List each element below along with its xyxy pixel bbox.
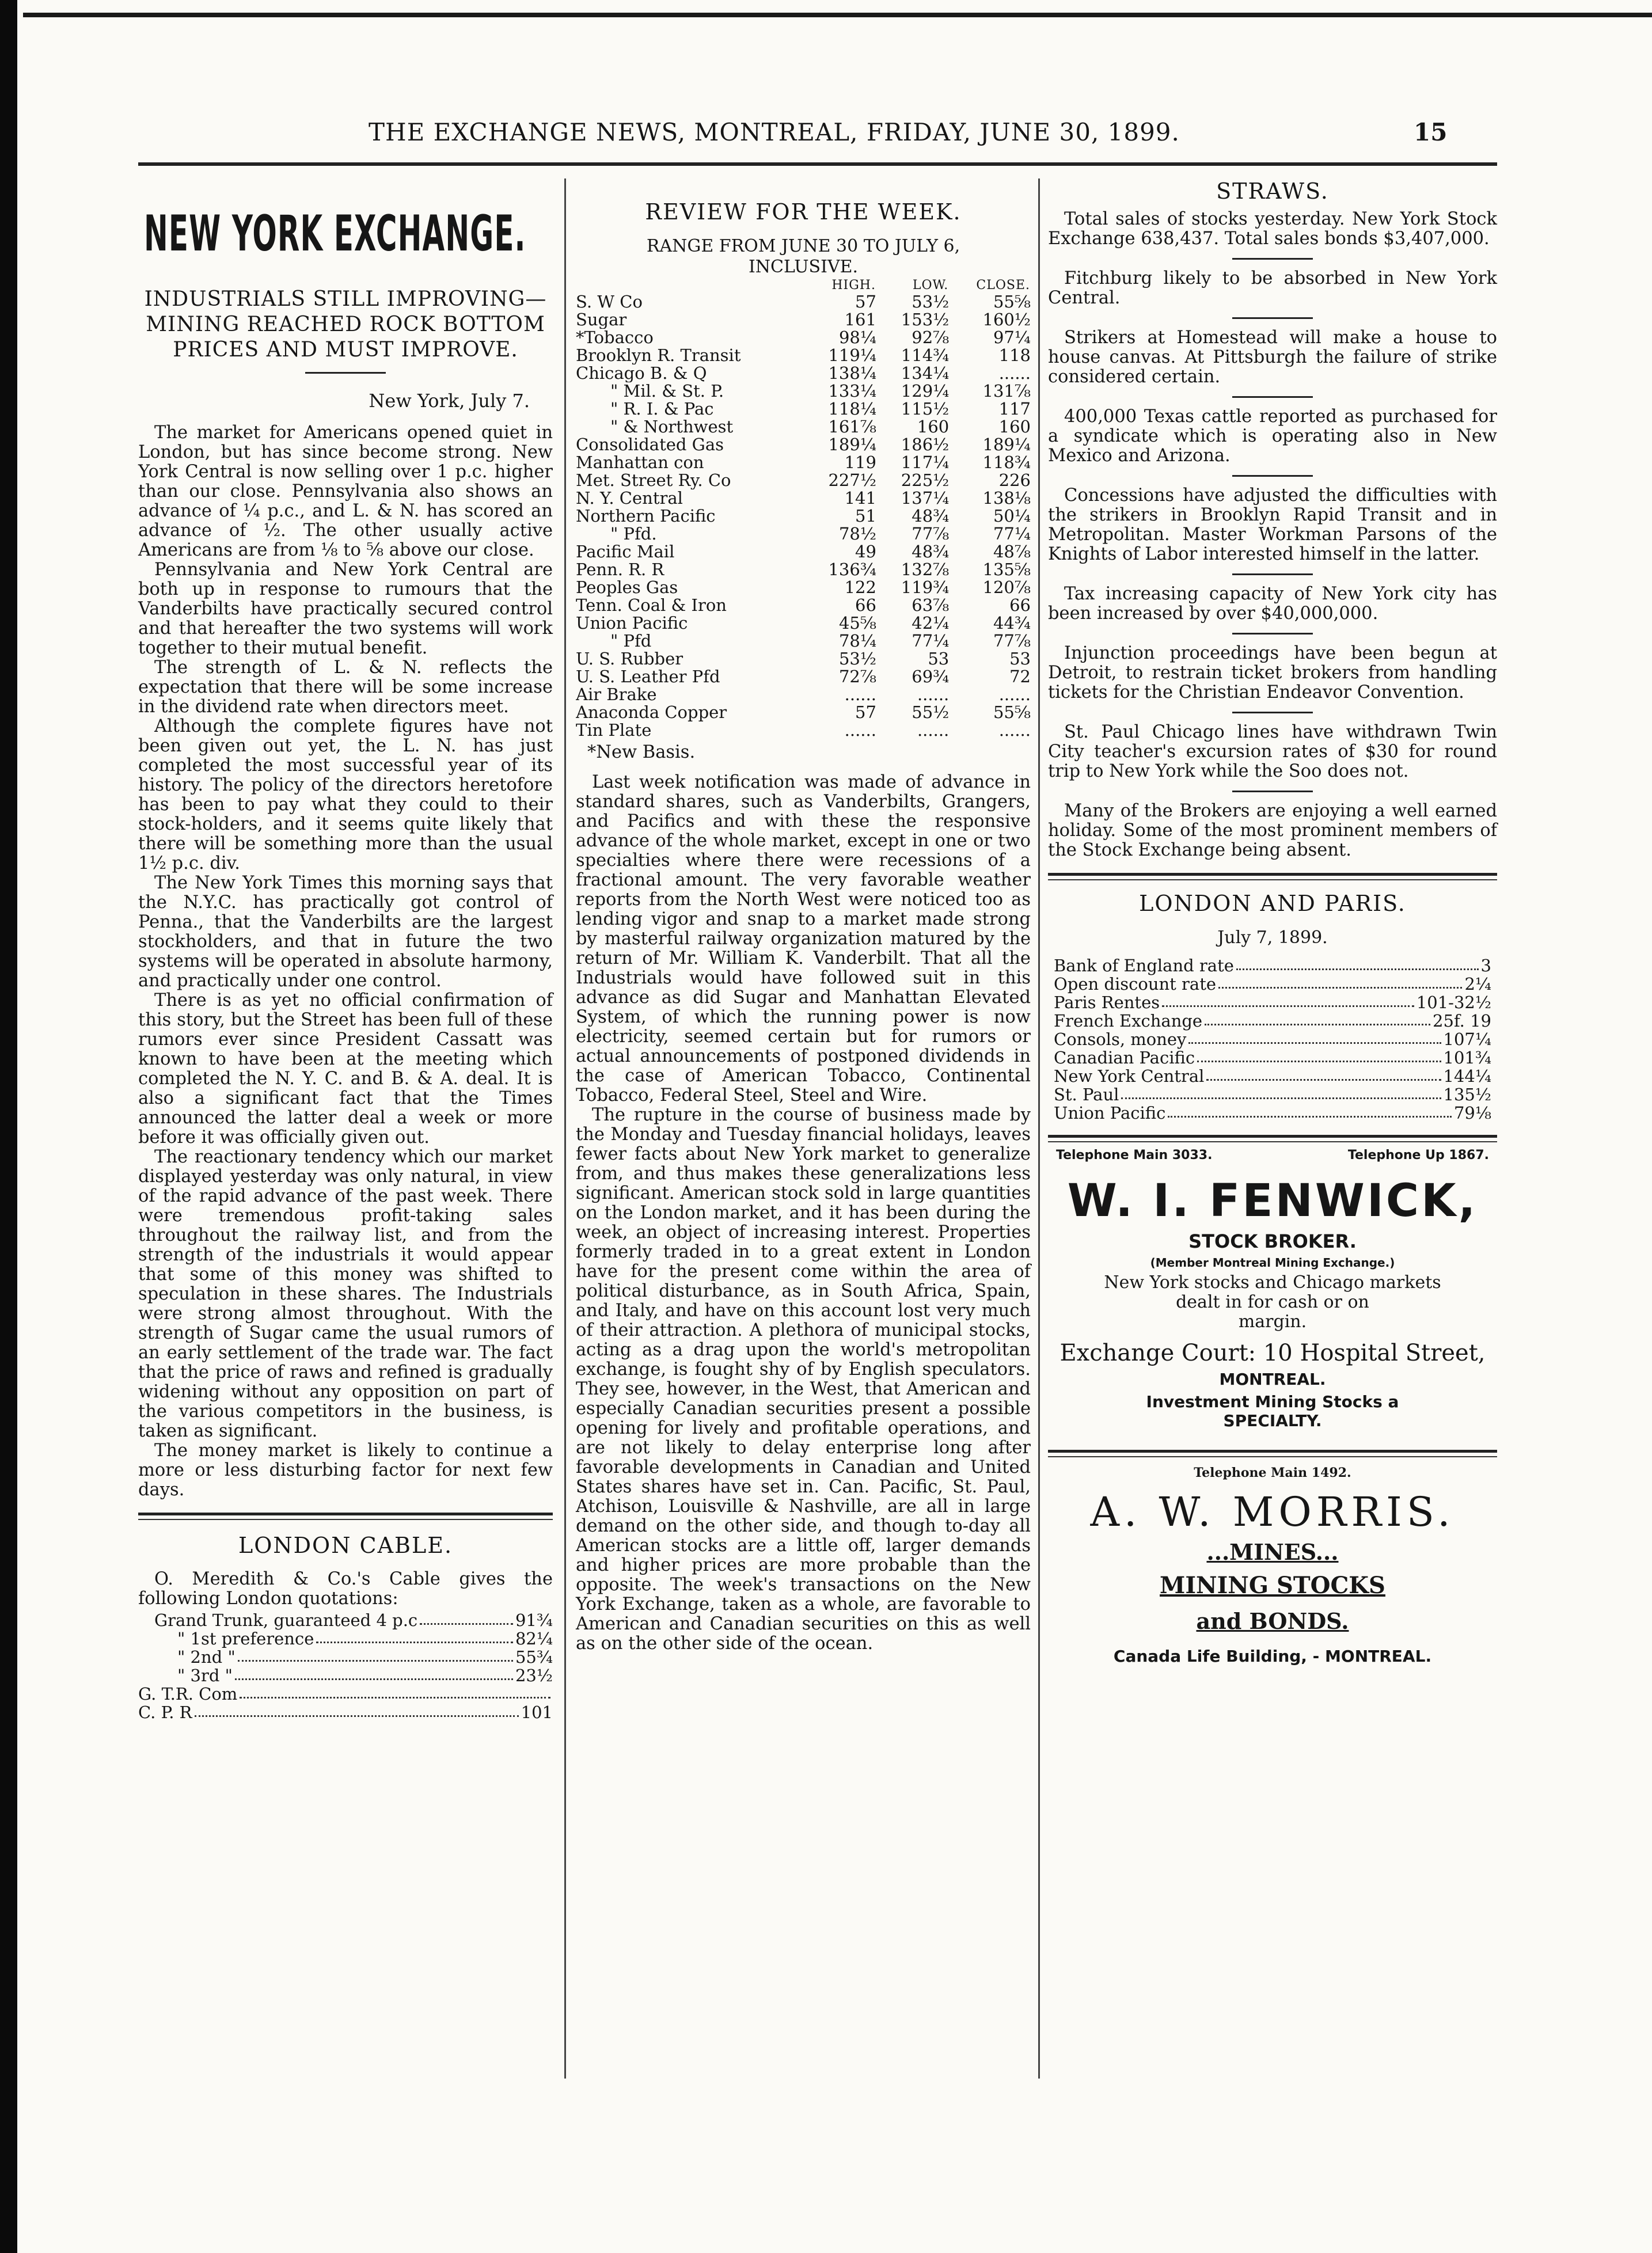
high-value: 119¼ — [828, 345, 876, 365]
running-head: THE EXCHANGE NEWS, MONTREAL, FRIDAY, JUNE 30, 1899. — [369, 118, 1180, 146]
low-value: 137¼ — [901, 488, 950, 508]
stock-row — [576, 721, 1031, 739]
close-value: 53 — [1009, 649, 1031, 668]
straw-item: Concessions have adjusted the difficulties with the strikers in Brooklyn Rapid Transit and in Metropolitan. Master Workman Parsons of the Knights of Labor interested himself in the latter. — [1048, 485, 1497, 564]
top-border-rule — [23, 13, 1652, 17]
close-value: 117 — [998, 399, 1031, 419]
stock-name: N. Y. Central — [576, 489, 683, 507]
telephone-main: Telephone Main 3033. — [1056, 1148, 1213, 1162]
straw-item: Injunction proceedings have been begun at Detroit, to restrain ticket brokers from handling tickets for the Christian Endeavor Convention. — [1048, 643, 1497, 702]
london-paris-row — [1054, 1085, 1491, 1104]
quotation-label: Open discount rate — [1054, 974, 1217, 994]
stock-name: Brooklyn R. Transit — [576, 347, 741, 364]
low-value: 115½ — [901, 399, 950, 419]
low-value: 134¼ — [901, 363, 950, 383]
morris-mines: ...MINES... — [1206, 1539, 1339, 1565]
telephone-up: Telephone Up 1867. — [1347, 1148, 1489, 1162]
stock-row — [576, 507, 1031, 525]
close-value: 66 — [1009, 595, 1031, 615]
low-value: ...... — [917, 720, 950, 740]
high-value: 122 — [844, 578, 876, 597]
stock-row — [576, 632, 1031, 650]
page-binding-edge — [0, 0, 17, 2253]
low-value: 114¾ — [901, 345, 950, 365]
straws-title: STRAWS. — [1216, 178, 1329, 204]
high-value: 66 — [855, 595, 876, 615]
low-value: 129¼ — [901, 381, 950, 401]
london-paris-row — [1054, 1067, 1491, 1085]
section-rule — [305, 372, 386, 374]
stock-name: Tenn. Coal & Iron — [576, 597, 727, 614]
high-value: 78¼ — [838, 631, 876, 651]
quotation-value: 101-32½ — [1416, 993, 1491, 1012]
quotation-row: " 2nd " 55¾ — [177, 1647, 553, 1667]
quotation-label: Paris Rentes — [1054, 993, 1160, 1012]
item-rule — [1232, 396, 1313, 398]
article-paragraph: Pennsylvania and New York Central are both up in response to rumours that the Vanderbilts have practically secured control and that hereafter the two systems will work together to their mutual benefit. — [138, 560, 553, 658]
stock-name: Peoples Gas — [576, 579, 678, 597]
article-paragraph: The rupture in the course of business made by the Monday and Tuesday financial holidays, leaves fewer facts about New York market to generalize from, and thus makes these generalizations less significant. American stock sold in large quantities on the London market, and it has been during the week, an object of increasing interest. Properties formerly traded in to a great extent in London have for the present come within the area of political disturbance, as in South Africa, Spain, and Italy, and have on this account lost very much of their attraction. A plethora of municipal stocks, acting as a drag upon the world's metropolitan exchange, is fought shy of by English speculators. They see, however, in the West, that American and especially Canadian securities present a possible opening for lively and profitable operations, and are not likely to delay enterprise long after favorable developments in Canadian and United States shares have set in. Can. Pacific, St. Paul, Atchison, Louisville & Nashville, are all in large demand on the other side, and though to-day all American stocks are a little off, larger demands and higher prices are more probable than the opposite. The week's transactions on the New York Exchange, taken as a whole, are favorable to American and Canadian securities on this as well as on the other side of the ocean. — [576, 1105, 1031, 1654]
straw-item: St. Paul Chicago lines have withdrawn Twin City teacher's excursion rates of $30 for round trip to New York while the Soo does not. — [1048, 722, 1497, 781]
london-cable-intro: O. Meredith & Co.'s Cable gives the following London quotations: — [138, 1569, 553, 1609]
quotation-row: " 3rd " 23½ — [177, 1666, 553, 1685]
stock-name: *Tobacco — [576, 329, 654, 347]
high-value: ...... — [844, 720, 876, 740]
straw-item: Many of the Brokers are enjoying a well earned holiday. Some of the most prominent members of the Stock Exchange being absent. — [1048, 801, 1497, 860]
stock-row — [576, 454, 1031, 472]
london-paris-quotations — [1048, 956, 1497, 1122]
close-value: 55⅝ — [993, 292, 1031, 311]
low-value: 153½ — [901, 310, 950, 329]
stock-name: S. W Co — [576, 293, 643, 311]
leader-dots — [1121, 1085, 1441, 1099]
close-value: 118¾ — [982, 453, 1031, 472]
high-value: 189¼ — [828, 435, 876, 454]
article-paragraph: The New York Times this morning says that the N.Y.C. has practically got control of Penna., that the Vanderbilts are the largest stockholders, and that in future the two systems will be operated in absolute harmony, and practically under one control. — [138, 873, 553, 991]
article-paragraph: Although the complete figures have not been given out yet, the L. N. has just completed the most successful year of its history. The policy of the directors heretofore has been to pay what they could to their stock-holders, and it seems quite likely that there will be something more than the usual 1½ p.c. div. — [138, 716, 553, 873]
article-paragraph: Last week notification was made of advance in standard shares, such as Vanderbilts, Grangers, and Pacifics and with these the responsive advance of the whole market, except in one or two specialties where there were recessions of a fractional amount. The very favorable weather reports from the North West were noticed too as lending vigor and snap to a market made strong by masterful railway organization matured by the return of Mr. William K. Vanderbilt. That all the Industrials would have followed suit in this advance as did Sugar and Manhattan Elevated System, of which the running power is now electricity, seemed certain but for rumors or actual announcements of postponed dividends in the case of American Tobacco, Continental Tobacco, Federal Steel, Steel and Wire. — [576, 772, 1031, 1105]
article-paragraph: The money market is likely to continue a more or less disturbing factor for next few days. — [138, 1441, 553, 1500]
stock-row — [576, 329, 1031, 347]
section-divider-thin — [1048, 1141, 1497, 1142]
quotation-value: 79⅛ — [1453, 1103, 1491, 1123]
stock-name: Consolidated Gas — [576, 436, 724, 454]
close-value: ...... — [998, 363, 1031, 383]
fenwick-telephones — [1048, 1148, 1497, 1162]
morris-address: Canada Life Building, - MONTREAL. — [1113, 1647, 1432, 1666]
stock-row — [576, 579, 1031, 597]
london-cable-quotations — [138, 1611, 553, 1722]
fenwick-address: Exchange Court: 10 Hospital Street, — [1059, 1340, 1486, 1366]
leader-dots — [1188, 1030, 1441, 1044]
close-value: 189¼ — [982, 435, 1031, 454]
high-value: 227½ — [828, 470, 876, 490]
close-value: 226 — [998, 470, 1031, 490]
fenwick-line-2: dealt in for cash or on — [1176, 1292, 1369, 1312]
stock-row — [576, 382, 1031, 400]
subhead-line-3: PRICES AND MUST IMPROVE. — [173, 338, 518, 362]
page-number: 15 — [1414, 118, 1448, 146]
dateline: New York, July 7. — [369, 390, 530, 412]
high-value: 78½ — [838, 524, 876, 544]
subheadline — [138, 287, 553, 363]
stock-name: Northern Pacific — [576, 507, 716, 525]
column-new-york-exchange — [138, 178, 553, 1722]
close-value: 77¼ — [993, 524, 1031, 544]
item-rule — [1232, 633, 1313, 635]
quotation-label: St. Paul — [1054, 1085, 1119, 1104]
fenwick-line-3: margin. — [1238, 1312, 1307, 1332]
quotation-row: Grand Trunk, guaranteed 4 p.c 91¾ — [154, 1610, 553, 1630]
quotation-value: 135½ — [1443, 1085, 1491, 1104]
london-paris-row — [1054, 975, 1491, 993]
subhead-line-2: MINING REACHED ROCK BOTTOM — [146, 313, 545, 336]
low-value: 132⅞ — [901, 560, 950, 579]
range-line-1: RANGE FROM JUNE 30 TO JULY 6, — [646, 236, 960, 256]
stock-name: " Mil. & St. P. — [610, 382, 724, 400]
column-divider-2 — [1038, 178, 1040, 2079]
review-title: REVIEW FOR THE WEEK. — [645, 199, 962, 225]
high-value: ...... — [844, 685, 876, 704]
straw-item: Fitchburg likely to be absorbed in New York Central. — [1048, 268, 1497, 308]
low-value: 77⅞ — [912, 524, 950, 544]
straw-item: 400,000 Texas cattle reported as purchased for a syndicate which is operating also in New Mexico and Arizona. — [1048, 406, 1497, 466]
close-value: 48⅞ — [993, 542, 1031, 561]
low-value: 55½ — [912, 702, 950, 722]
stock-name: Chicago B. & Q — [576, 364, 707, 382]
close-value: ...... — [998, 685, 1031, 704]
close-value: 135⅝ — [982, 560, 1031, 579]
london-paris-row — [1054, 1048, 1491, 1067]
stock-row — [576, 614, 1031, 632]
item-rule — [1232, 791, 1313, 792]
close-value: 120⅞ — [982, 578, 1031, 597]
stock-row — [576, 436, 1031, 454]
section-divider-thin — [138, 1519, 553, 1520]
fenwick-name: W. I. FENWICK, — [1067, 1175, 1478, 1227]
stock-row — [576, 472, 1031, 489]
stock-row — [576, 525, 1031, 543]
london-paris-title: LONDON AND PARIS. — [1139, 891, 1406, 916]
low-value: 119¾ — [901, 578, 950, 597]
quotation-row: " 1st preference 82¼ — [177, 1629, 553, 1648]
high-value: 119 — [844, 453, 876, 472]
high-value: 141 — [844, 488, 876, 508]
high-value: 136¾ — [828, 560, 876, 579]
low-value: 42¼ — [912, 613, 950, 633]
weekly-range-table — [576, 278, 1031, 739]
stock-row — [576, 543, 1031, 561]
high-value: 98¼ — [838, 328, 876, 347]
low-value: ...... — [917, 685, 950, 704]
morris-bonds: and BONDS. — [1196, 1608, 1349, 1634]
low-value: 53 — [928, 649, 950, 668]
table-body — [576, 293, 1031, 739]
fenwick-line-1: New York stocks and Chicago markets — [1104, 1272, 1441, 1293]
page-header — [115, 118, 1497, 153]
stock-name: Pacific Mail — [576, 543, 675, 561]
straw-item: Tax increasing capacity of New York city has been increased by over $40,000,000. — [1048, 584, 1497, 624]
stock-row — [576, 597, 1031, 614]
low-value: 92⅞ — [912, 328, 950, 347]
london-paris-row — [1054, 993, 1491, 1012]
header-close: CLOSE. — [976, 278, 1030, 292]
stock-name: U. S. Rubber — [576, 650, 683, 668]
morris-advertisement — [1048, 1465, 1497, 1666]
close-value: 97¼ — [993, 328, 1031, 347]
quotation-label: New York Central — [1054, 1066, 1205, 1086]
quotation-value: 3 — [1480, 956, 1491, 975]
leader-dots — [1197, 1048, 1441, 1062]
leader-dots — [1168, 1104, 1452, 1118]
stock-row — [576, 561, 1031, 579]
section-divider-thin — [1048, 1456, 1497, 1457]
low-value: 63⅞ — [912, 595, 950, 615]
quotation-label: Bank of England rate — [1054, 956, 1234, 975]
stock-row — [576, 489, 1031, 507]
high-value: 51 — [855, 506, 876, 526]
fenwick-specialty-2: SPECIALTY. — [1223, 1411, 1322, 1430]
close-value: 138⅛ — [982, 488, 1031, 508]
leader-dots — [1162, 993, 1414, 1007]
quotation-value: 107¼ — [1443, 1029, 1491, 1049]
stock-row — [576, 311, 1031, 329]
quotation-value: 2¼ — [1464, 974, 1491, 994]
range-line-2: INCLUSIVE. — [748, 257, 859, 277]
close-value: 44¾ — [993, 613, 1031, 633]
high-value: 57 — [855, 292, 876, 311]
article-paragraph: The reactionary tendency which our market displayed yesterday was only natural, in view of the rapid advance of the past week. There were tremendous profit-taking sales throughout the railway list, and from the strength of the industrials it would appear that some of this money was shifted to speculation in these shares. The Industrials were strong almost throughout. With the strength of Sugar came the usual rumors of an early settlement of the trade war. The fact that the price of raws and refined is gradually widening without any opposition on part of the various competitors in the business, is taken as significant. — [138, 1147, 553, 1441]
high-value: 49 — [855, 542, 876, 561]
low-value: 160 — [917, 417, 950, 436]
column-review-for-week — [576, 178, 1031, 1654]
subhead-line-1: INDUSTRIALS STILL IMPROVING— — [144, 287, 547, 311]
fenwick-role: STOCK BROKER. — [1188, 1230, 1357, 1252]
london-paris-row — [1054, 1012, 1491, 1030]
article-paragraph: There is as yet no official confirmation of this story, but the Street has been full of these rumors ever since President Cassatt was known to have been at the meeting which completed the N. Y. C. and B. & A. deal. It is also a significant fact that the Times announced the latter deal a week or more before it was officially given out. — [138, 990, 553, 1148]
stock-name: Sugar — [576, 311, 627, 329]
stock-name: " Pfd — [610, 632, 652, 650]
section-divider-thick — [1048, 1135, 1497, 1138]
fenwick-member: (Member Montreal Mining Exchange.) — [1150, 1256, 1395, 1270]
london-cable-title: LONDON CABLE. — [238, 1533, 453, 1558]
article-paragraph: The market for Americans opened quiet in London, but has since become strong. New York Central is now selling over 1 p.c. higher than our close. Pennsylvania also shows an advance of ¼ p.c., and L. & N. has scored an advance of ½. The other usually active Americans are from ⅛ to ⅝ above our close. — [138, 423, 553, 560]
quotation-row: C. P. R 101 — [138, 1703, 553, 1722]
table-footnote: *New Basis. — [587, 742, 696, 762]
stock-name: Met. Street Ry. Co — [576, 472, 731, 489]
low-value: 48¾ — [912, 542, 950, 561]
stock-row — [576, 347, 1031, 364]
straw-item: Total sales of stocks yesterday. New York Stock Exchange 638,437. Total sales bonds $3,407,000. — [1048, 209, 1497, 249]
london-paris-date: July 7, 1899. — [1217, 928, 1328, 948]
london-paris-row — [1054, 956, 1491, 975]
quotation-label: Consols, money — [1054, 1029, 1187, 1049]
close-value: 160 — [998, 417, 1031, 436]
stock-name: Union Pacific — [576, 614, 688, 632]
stock-name: Tin Plate — [576, 721, 652, 739]
high-value: 133¼ — [828, 381, 876, 401]
table-header-row — [576, 278, 1031, 293]
close-value: 131⅞ — [982, 381, 1031, 401]
stock-row — [576, 400, 1031, 418]
stock-name: Penn. R. R — [576, 561, 664, 579]
high-value: 53½ — [838, 649, 876, 668]
low-value: 53½ — [912, 292, 950, 311]
london-paris-row — [1054, 1104, 1491, 1122]
stock-name: U. S. Leather Pfd — [576, 668, 720, 686]
stock-name: " & Northwest — [610, 418, 734, 436]
low-value: 117¼ — [901, 453, 950, 472]
high-value: 57 — [855, 702, 876, 722]
header-low: LOW. — [912, 278, 949, 292]
leader-dots — [1236, 956, 1479, 970]
quotation-value: 25f. 19 — [1433, 1011, 1491, 1031]
high-value: 72⅞ — [838, 667, 876, 686]
column-straws-and-ads — [1048, 178, 1497, 1666]
stock-row — [576, 704, 1031, 721]
stock-name: Manhattan con — [576, 454, 704, 472]
stock-row — [576, 364, 1031, 382]
section-divider-thick — [138, 1513, 553, 1515]
morris-name: A. W. MORRIS. — [1090, 1488, 1455, 1536]
high-value: 138¼ — [828, 363, 876, 383]
section-divider-thin — [1048, 879, 1497, 880]
stock-row — [576, 418, 1031, 436]
fenwick-city: MONTREAL. — [1219, 1370, 1326, 1389]
stock-name: " R. I. & Pac — [610, 400, 714, 418]
low-value: 77¼ — [912, 631, 950, 651]
masthead-title: NEW YORK EXCHANGE. — [144, 205, 526, 263]
stock-row — [576, 650, 1031, 668]
stock-name: " Pfd. — [610, 525, 657, 543]
high-value: 118¼ — [828, 399, 876, 419]
stock-name: Air Brake — [576, 686, 657, 704]
stock-row — [576, 293, 1031, 311]
quotation-label: Union Pacific — [1054, 1103, 1166, 1123]
quotation-label: French Exchange — [1054, 1011, 1203, 1031]
quotation-label: Canadian Pacific — [1054, 1048, 1195, 1067]
high-value: 161⅞ — [828, 417, 876, 436]
section-divider-thick — [1048, 873, 1497, 876]
quotation-row: G. T.R. Com — [138, 1685, 553, 1703]
leader-dots — [1218, 975, 1462, 989]
london-paris-row — [1054, 1030, 1491, 1048]
close-value: 72 — [1009, 667, 1031, 686]
stock-row — [576, 668, 1031, 686]
quotation-value: 101¾ — [1443, 1048, 1491, 1067]
stock-name: Anaconda Copper — [576, 704, 727, 721]
morris-mining-stocks: MINING STOCKS — [1160, 1572, 1385, 1599]
column-divider-1 — [564, 178, 566, 2079]
high-value: 161 — [844, 310, 876, 329]
leader-dots — [1206, 1067, 1441, 1081]
low-value: 186½ — [901, 435, 950, 454]
close-value: 118 — [998, 345, 1031, 365]
header-rule — [138, 162, 1497, 166]
straw-item: Strikers at Homestead will make a house to house canvas. At Pittsburgh the failure of strike considered certain. — [1048, 328, 1497, 387]
low-value: 69¾ — [912, 667, 950, 686]
fenwick-specialty-1: Investment Mining Stocks a — [1146, 1392, 1399, 1411]
item-rule — [1232, 573, 1313, 575]
quotation-value: 144¼ — [1443, 1066, 1491, 1086]
close-value: ...... — [998, 720, 1031, 740]
item-rule — [1232, 712, 1313, 713]
fenwick-advertisement — [1048, 1148, 1497, 1430]
section-divider-thick — [1048, 1450, 1497, 1453]
leader-dots — [1205, 1012, 1430, 1025]
stock-row — [576, 686, 1031, 704]
close-value: 160½ — [982, 310, 1031, 329]
item-rule — [1232, 258, 1313, 260]
high-value: 45⅝ — [838, 613, 876, 633]
close-value: 50¼ — [993, 506, 1031, 526]
morris-telephone: Telephone Main 1492. — [1194, 1465, 1351, 1480]
article-paragraph: The strength of L. & N. reflects the expectation that there will be some increase in the dividend rate when directors meet. — [138, 658, 553, 717]
header-high: HIGH. — [831, 278, 876, 292]
item-rule — [1232, 475, 1313, 477]
close-value: 77⅞ — [993, 631, 1031, 651]
item-rule — [1232, 317, 1313, 319]
low-value: 225½ — [901, 470, 950, 490]
low-value: 48¾ — [912, 506, 950, 526]
close-value: 55⅝ — [993, 702, 1031, 722]
